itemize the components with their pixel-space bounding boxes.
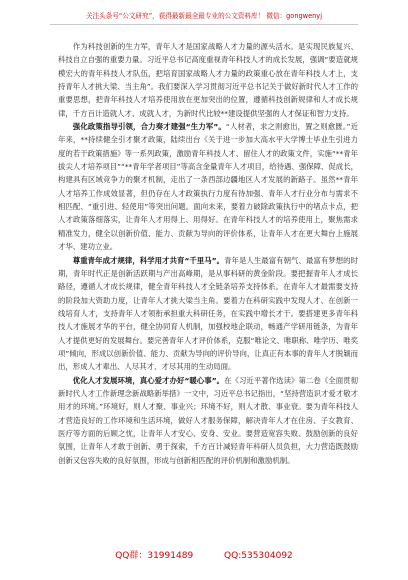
paragraph-text: 作为科技创新的生力军，青年人才是国家战略人才力量的源头活水。是实现民族复兴、科技自立自强的重要力量。习近平总书记高度重视青年科技人才的成长发展，强调“要造就规模宏大的青年科技人才队伍，把培育国家战略人才力量的政策重心放在青年科技人才上，支持青年人才挑大梁、当主角”。我们要深入学习贯彻习近平总书记关于做好新时代人才工作的重要思想，把青年科技人才培养使用放在更加突出的位置，遵循科技创新规律和人才成长规律，千方百计造就人才、成就人才，为新时代比较**建设提供坚强的人才保证和智力支持。 (58, 42, 358, 118)
paragraph-policy (58, 120, 358, 253)
qq-group-label: QQ群：31991489 (115, 551, 194, 561)
paragraph-intro (58, 40, 358, 120)
paragraph-text: “人材者，求之则愈出，置之则愈匮。”近年来，**持续健全引才聚才政策，陆续出台《关于进一步加大高水平大学博士毕业生引进力度的若干政策措施》等一系列政策，激励青年科技人才、留住人才的政策文件，实施“**青年拔尖人才培养项目”“**青年学者项目”等高含金量青年人才项目，给待遇、强保障、促成长，构建具有区域竞争力的聚才机制，走出了一条西部边疆地区人才发展的新路子。虽然**青年人才培养工作成效显著，但仍存在人才政策执行力度有待加强、青年人才行业分布与需求不相匹配、“重引进、轻使用”等突出问题。面向未来，要着力破除政策执行中的堵点卡点，把人才政策落细落实，让青年人才用得上、用得好。在青年科技人才的培养使用上，聚焦需求精准发力，健全以创新价值、能力、贡献为导向的评价体系，让青年人才在更大舞台上施展才华、建功立业。 (58, 122, 358, 252)
footer-contact (0, 548, 408, 561)
paragraph-growth (58, 254, 358, 374)
paragraph-title: 强化政策指导引领，合力奏才建强“生力军”。 (72, 122, 226, 132)
paragraph-title: 尊重青年成才规律，科学用才共育“千里马”。 (72, 255, 225, 265)
paragraph-title: 优化人才发展环境，真心爱才办好“暖心事”。 (72, 375, 225, 385)
paragraph-text: 在《习近平著作选读》第二卷《全面贯彻新时代人才工作新理念新战略新举措》一文中，习近平总书记指出，“坚持营造识才爱才敬才用才的环境。”环境好，则人才聚、事业兴；环境不好，则人才散、事业衰。要为青年科技人才营造良好的工作环境和生活环境，做好人才服务保障，解决青年人才在住房、子女教育、医疗等方面的后顾之忧，让青年人才安心、安身、安业。要营造宽容失败、鼓励创新的良好氛围，让青年人才敢于创新、勇于探索，千方百计减轻青年科研人员负担，大力营造既鼓励创新又包容失败的良好氛围，形成与创新相匹配的评价机制和激励机制。 (58, 375, 358, 465)
paragraph-text: 青年是人生最富有朝气、最富有梦想的时期，青年时代正是创新活跃期与产出高峰期，是从事科研的黄金阶段。要把握青年人才成长路径，遵循人才成长规律，健全青年科技人才全链条培养支持体系。在青年人才最需要支持的阶段加大资助力度，让青年人才挑大梁当主角。要着力在科研实践中发现人才、在创新一线培育人才，支持青年人才领衔承担重大科研任务，在实践中增长才干。要搭建更多青年科技人才施展才华的平台，健全协同育人机制，加强校地企联动，畅通产学研用链条，为青年人才提供更好的发展舞台。要完善青年人才评价体系，克服“唯论文、唯职称、唯学历、唯奖项”倾向，形成以创新价值、能力、贡献为导向的评价导向，让真正有本事的青年人才脱颖而出，形成人才辈出、人尽其才、才尽其用的生动局面。 (58, 255, 358, 372)
qq-label: QQ:535304092 (224, 551, 293, 561)
paragraph-environment (58, 374, 358, 467)
header-banner: 关注头条号“公文研究”，获得最新最全最专业的公文资料库！ 微信：gongwenyj (50, 12, 358, 25)
article-body (58, 40, 358, 544)
